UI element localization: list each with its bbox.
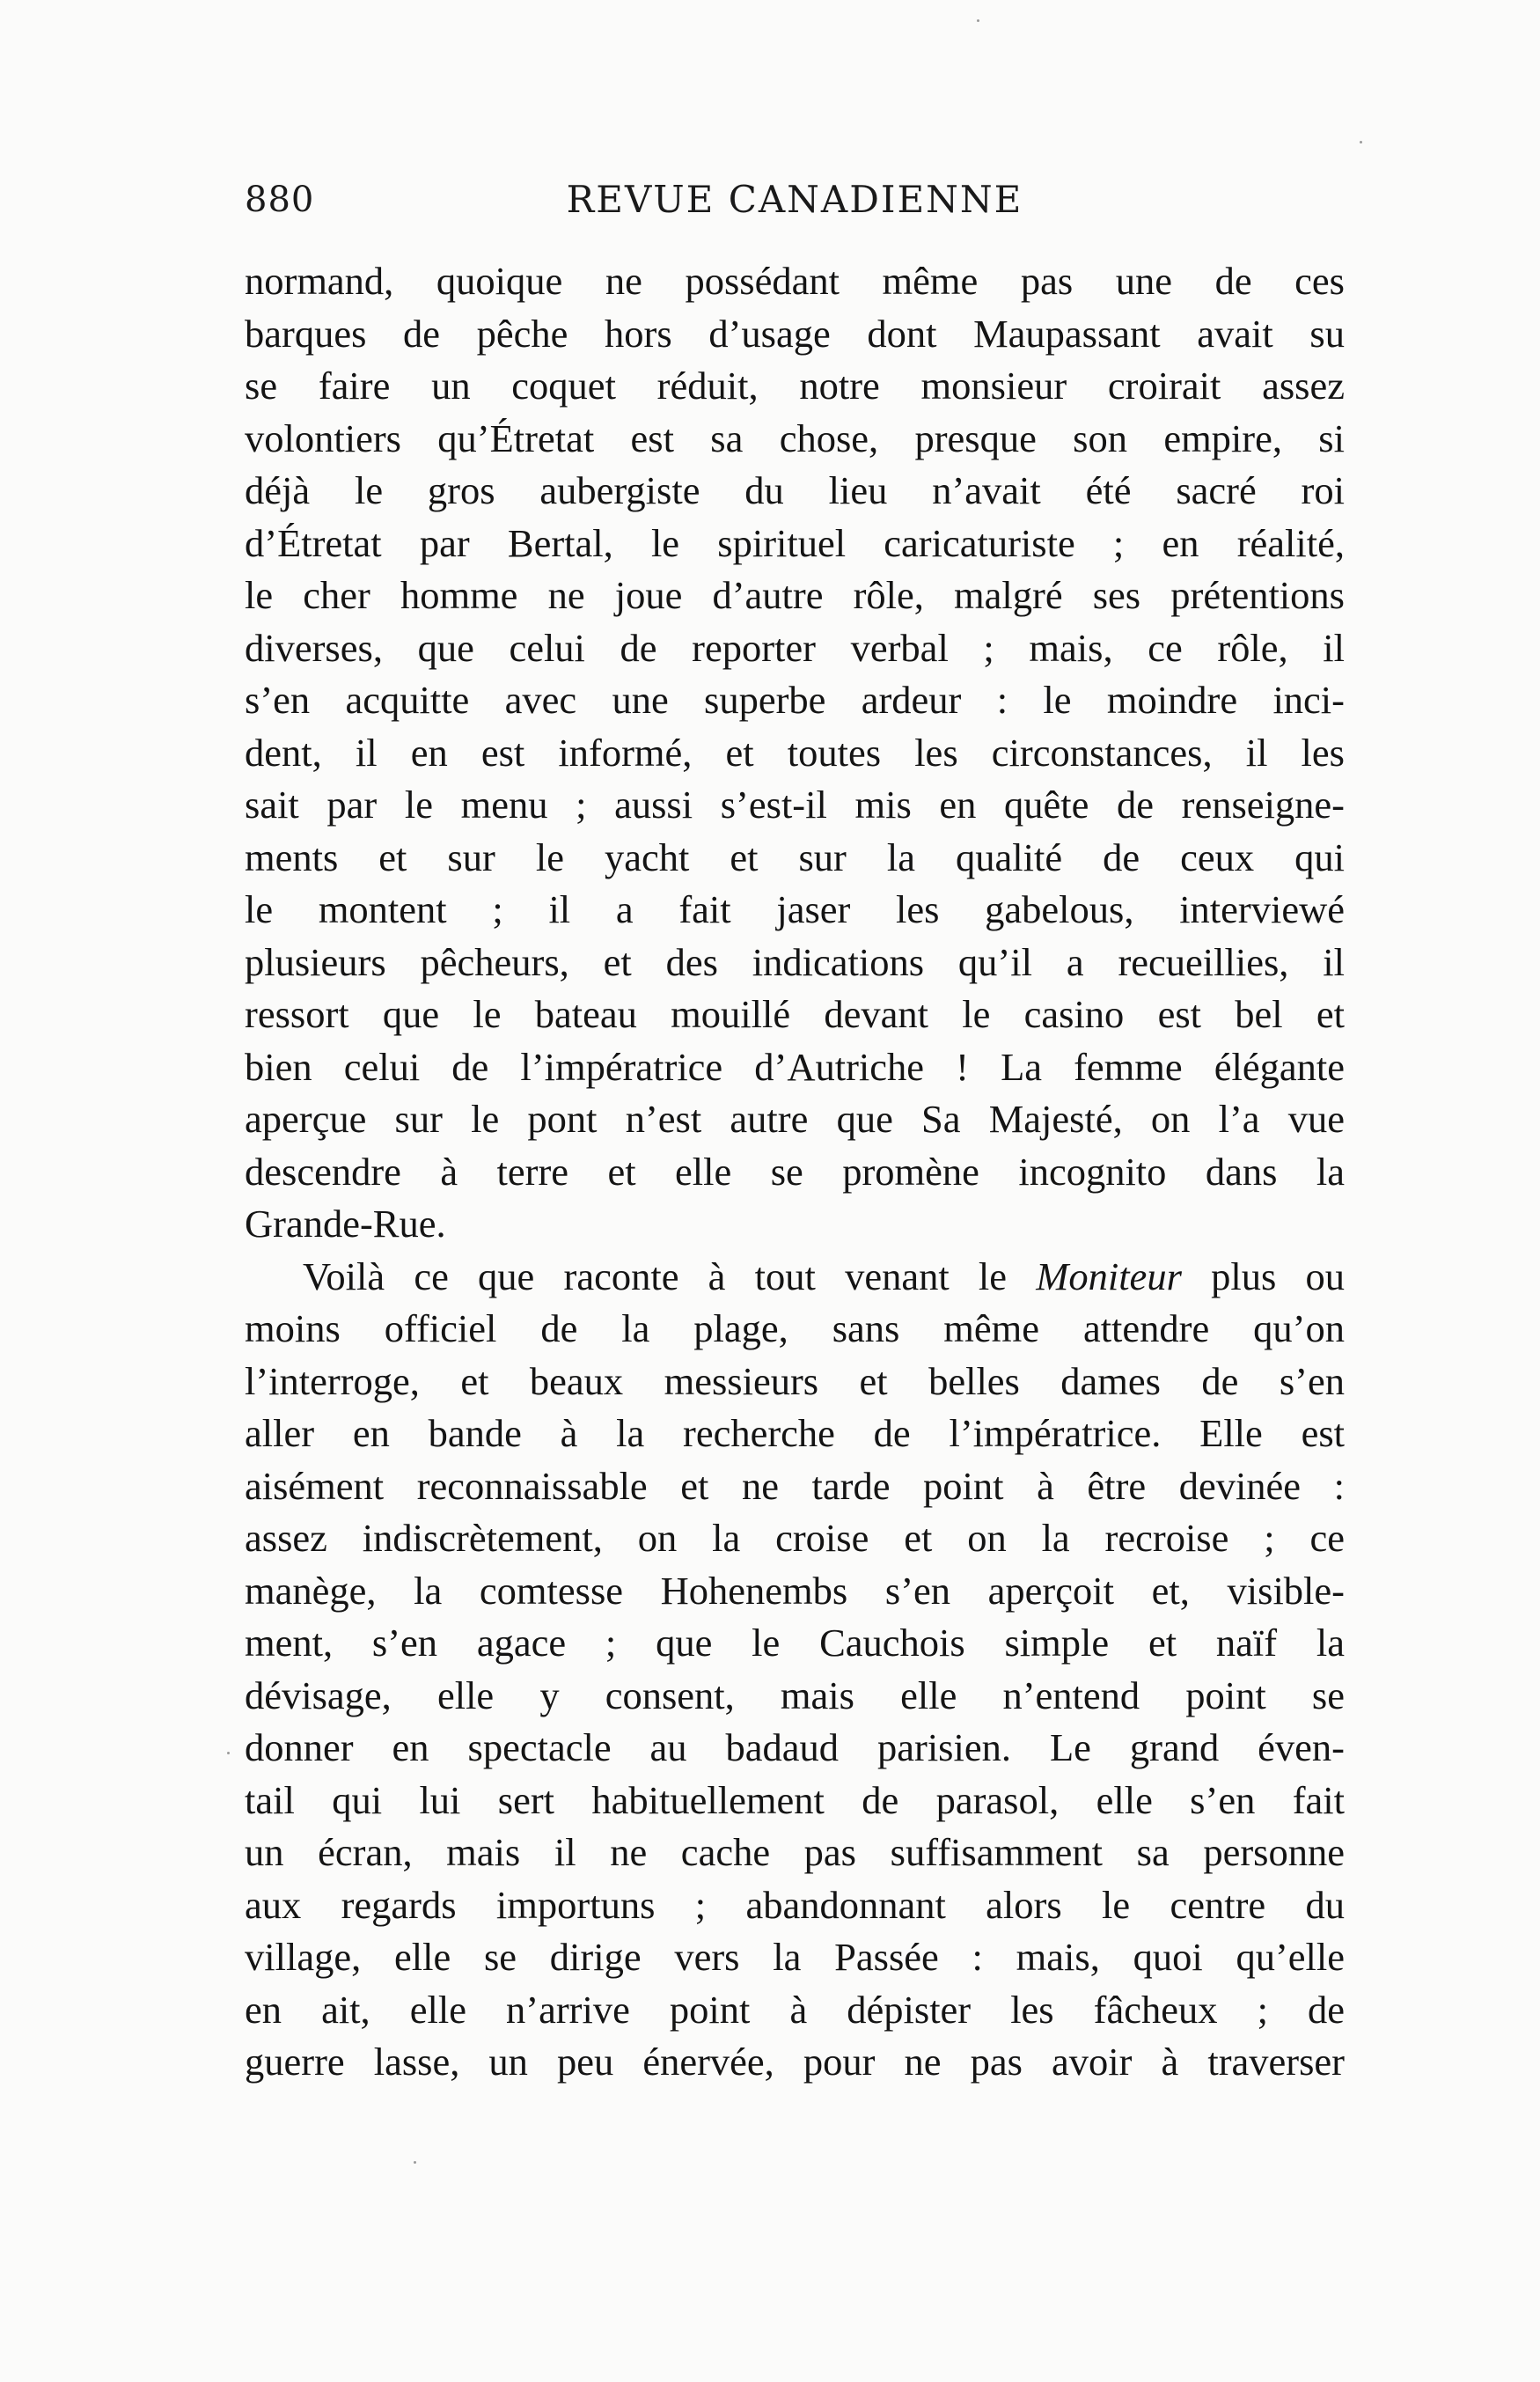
text-segment: plus ou <box>1181 1253 1346 1298</box>
text-line: aperçue sur le pont n’est autre que Sa Majesté, on l’a vue <box>245 1097 1345 1141</box>
paper-speck <box>977 19 979 22</box>
text-line: se faire un coquet réduit, notre monsieur croirait assez <box>245 364 1345 408</box>
text-line: s’en acquitte avec une superbe ardeur : le moindre inci- <box>245 678 1345 722</box>
page-header <box>245 176 1345 229</box>
text-segment: Voilà ce que raconte à tout venant le <box>303 1253 1037 1298</box>
text-line: moins officiel de la plage, sans même attendre qu’on <box>245 1306 1345 1350</box>
text-line: sait par le menu ; aussi s’est-il mis en quête de renseigne- <box>245 783 1345 827</box>
page-number: 880 <box>245 180 315 220</box>
text-line: ment, s’en agace ; que le Cauchois simple et naïf la <box>245 1621 1345 1665</box>
text-line: manège, la comtesse Hohenembs s’en aperçoit et, visible- <box>245 1568 1345 1613</box>
text-line: dévisage, elle y consent, mais elle n’entend point se <box>245 1673 1345 1717</box>
text-line: dent, il en est informé, et toutes les circonstances, il les <box>245 730 1345 775</box>
text-line: normand, quoique ne possédant même pas une de ces <box>245 259 1345 303</box>
text-line: village, elle se dirige vers la Passée : mais, quoi qu’elle <box>245 1935 1345 1979</box>
text-line: guerre lasse, un peu énervée, pour ne pas avoir à traverser <box>245 2040 1345 2084</box>
text-line: ments et sur le yacht et sur la qualité de ceux qui <box>245 834 1345 879</box>
paragraph-1 <box>245 255 1345 1251</box>
text-line: ressort que le bateau mouillé devant le casino est bel et <box>245 992 1345 1036</box>
text-line: aisément reconnaissable et ne tarde point à être devinée : <box>245 1463 1345 1508</box>
paper-speck <box>414 2161 416 2164</box>
italic-title: Moniteur <box>1036 1253 1182 1298</box>
body-text <box>245 255 1345 2089</box>
text-line: Grande-Rue. <box>245 1202 446 1246</box>
text-line: descendre à terre et elle se promène incognito dans la <box>245 1149 1345 1194</box>
paper-speck <box>227 1752 230 1754</box>
text-line: tail qui lui sert habituellement de parasol, elle s’en fait <box>245 1777 1345 1822</box>
text-line: le montent ; il a fait jaser les gabelous, interviewé <box>245 887 1345 931</box>
text-line: déjà le gros aubergiste du lieu n’avait été sacré roi <box>245 468 1345 512</box>
text-line: un écran, mais il ne cache pas suffisamment sa personne <box>245 1830 1345 1874</box>
text-line: plusieurs pêcheurs, et des indications qu’il a recueillies, il <box>245 939 1345 984</box>
text-line: l’interroge, et beaux messieurs et belles dames de s’en <box>245 1358 1345 1403</box>
text-line: barques de pêche hors d’usage dont Maupassant avait su <box>245 311 1345 356</box>
text-line: en ait, elle n’arrive point à dépister les fâcheux ; de <box>245 1987 1345 2032</box>
text-line: assez indiscrètement, on la croise et on la recroise ; ce <box>245 1516 1345 1560</box>
text-line: diverses, que celui de reporter verbal ; mais, ce rôle, il <box>245 625 1345 670</box>
running-title: REVUE CANADIENNE <box>566 178 1023 221</box>
text-line: donner en spectacle au badaud parisien. Le grand éven- <box>245 1725 1345 1769</box>
text-line: aller en bande à la recherche de l’impératrice. Elle est <box>245 1411 1345 1455</box>
paper-speck <box>1360 141 1362 143</box>
text-line: bien celui de l’impératrice d’Autriche ! La femme élégante <box>245 1044 1345 1089</box>
paragraph-2 <box>245 1251 1345 2089</box>
text-line: aux regards importuns ; abandonnant alors le centre du <box>245 1882 1345 1927</box>
text-line: d’Étretat par Bertal, le spirituel caricaturiste ; en réalité, <box>245 520 1345 565</box>
text-line: le cher homme ne joue d’autre rôle, malgré ses prétentions <box>245 573 1345 617</box>
text-line-with-italic <box>245 1251 1345 1304</box>
text-line: volontiers qu’Étretat est sa chose, presque son empire, si <box>245 415 1345 460</box>
